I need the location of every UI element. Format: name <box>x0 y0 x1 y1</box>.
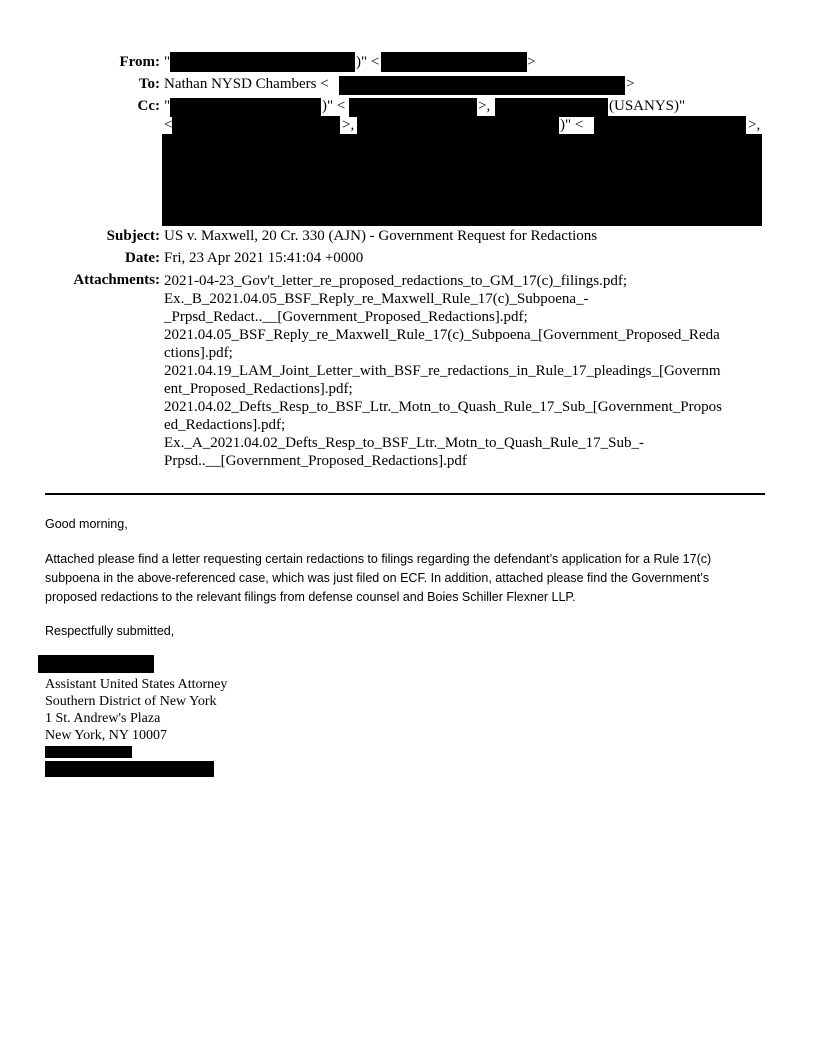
attachment-line: 2021.04.02_Defts_Resp_to_BSF_Ltr._Motn_to_Quash_Rule_17_Sub_[Government_Propos <box>164 399 722 415</box>
redaction-cc-name2 <box>495 98 608 117</box>
attachment-line: Ex._A_2021.04.02_Defts_Resp_to_BSF_Ltr._Motn_to_Quash_Rule_17_Sub_- <box>164 435 645 451</box>
attachment-line: ctions].pdf; <box>164 345 233 361</box>
redaction-cc-name1 <box>170 98 321 117</box>
body-paragraph <box>45 550 775 607</box>
cc-mid1: )" < <box>322 98 346 114</box>
body-line: proposed redactions to the relevant filings from defense counsel and Boies Schiller Flexner LLP. <box>45 590 576 604</box>
redaction-cc-block <box>162 134 762 226</box>
cc-open-quote: " <box>164 98 171 114</box>
attachment-line: Prpsd..__[Government_Proposed_Redactions].pdf <box>164 453 467 469</box>
date-label: Date: <box>125 250 160 266</box>
to-value: Nathan NYSD Chambers < <box>164 76 329 92</box>
cc-usanys: (USANYS)" <box>609 98 686 114</box>
signature-title: Assistant United States Attorney <box>45 677 228 692</box>
attachments-label: Attachments: <box>73 272 160 288</box>
redaction-signature-name <box>38 655 154 673</box>
date-value: Fri, 23 Apr 2021 15:41:04 +0000 <box>164 250 364 266</box>
attachment-line: Ex._B_2021.04.05_BSF_Reply_re_Maxwell_Rule_17(c)_Subpoena_- <box>164 291 589 307</box>
signature-address2: New York, NY 10007 <box>45 728 167 743</box>
subject-label: Subject: <box>106 228 160 244</box>
cc-line2-open: < <box>164 117 173 133</box>
redaction-from-email <box>381 52 527 72</box>
cc-line2-close: >, <box>748 117 761 133</box>
signature-office: Southern District of New York <box>45 694 217 709</box>
attachment-line: 2021.04.19_LAM_Joint_Letter_with_BSF_re_redactions_in_Rule_17_pleadings_[Governm <box>164 363 721 379</box>
redaction-signature-email <box>45 761 214 777</box>
body-line: subpoena in the above-referenced case, which was just filed on ECF. In addition, attached please find the Government’s <box>45 571 710 585</box>
attachment-line: _Prpsd_Redact..__[Government_Proposed_Redactions].pdf; <box>164 309 528 325</box>
redaction-signature-phone <box>45 746 132 758</box>
from-mid: )" < <box>356 54 380 70</box>
redaction-from-name <box>170 52 355 72</box>
from-label: From: <box>119 54 160 70</box>
attachment-line: ent_Proposed_Redactions].pdf; <box>164 381 353 397</box>
redaction-to-email <box>339 76 625 95</box>
signature-block <box>45 676 227 744</box>
redaction-cc-name3 <box>357 116 559 134</box>
cc-line2-mid: >, <box>342 117 355 133</box>
closing: Respectfully submitted, <box>45 624 175 638</box>
attachment-line: ed_Redactions].pdf; <box>164 417 286 433</box>
subject-value: US v. Maxwell, 20 Cr. 330 (AJN) - Government Request for Redactions <box>164 228 598 244</box>
cc-mid2: >, <box>478 98 491 114</box>
to-label: To: <box>138 76 160 92</box>
attachment-line: 2021.04.05_BSF_Reply_re_Maxwell_Rule_17(c)_Subpoena_[Government_Proposed_Reda <box>164 327 720 343</box>
redaction-cc-email3 <box>594 116 746 134</box>
attachments-list <box>164 272 762 470</box>
from-close: > <box>527 54 536 70</box>
header-divider <box>45 493 765 495</box>
greeting: Good morning, <box>45 517 128 531</box>
to-close: > <box>626 76 635 92</box>
cc-line2-mid2: )" < <box>560 117 584 133</box>
body-line: Attached please find a letter requesting certain redactions to filings regarding the defendant’s application for a Rule 17(c) <box>45 552 712 566</box>
from-open-quote: " <box>164 54 171 70</box>
cc-label: Cc: <box>137 98 160 114</box>
attachment-line: 2021-04-23_Gov't_letter_re_proposed_redactions_to_GM_17(c)_filings.pdf; <box>164 273 628 289</box>
signature-address1: 1 St. Andrew's Plaza <box>45 711 161 726</box>
redaction-cc-email1 <box>349 98 477 117</box>
redaction-cc-email2 <box>172 116 340 134</box>
